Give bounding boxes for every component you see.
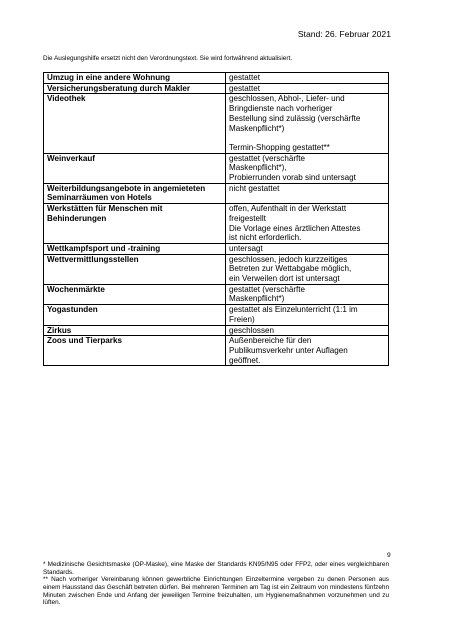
table-row	[44, 254, 389, 284]
row-status: gestattet	[226, 83, 389, 94]
row-status: gestattet (verschärfte Maskenpflicht*), Probierrunden vorab sind untersagt	[226, 153, 389, 183]
table-row	[44, 183, 389, 203]
row-topic: Weinverkauf	[44, 153, 226, 183]
row-topic: Versicherungsberatung durch Makler	[44, 83, 226, 94]
footnotes	[43, 561, 389, 607]
regulations-table-body	[44, 73, 389, 366]
row-topic: Werkstätten für Menschen mit Behinderungen	[44, 204, 226, 244]
footnote-appointment: ** Nach vorheriger Vereinbarung können gewerbliche Einrichtungen Einzeltermine vergeben zu denen Personen aus einem Hausstand das Geschäft betreten dürfen. Bei mehreren Terminen am Tag ist ein Zeitraum von mindestens fünfzehn Minuten zwischen Ende und Anfang der jeweiligen Termine freizuhalten, um Hygienemaßnahmen vorzunehmen und zu lüften.	[43, 576, 389, 607]
row-topic: Zirkus	[44, 325, 226, 336]
row-topic: Zoos und Tierparks	[44, 336, 226, 366]
table-row	[44, 94, 389, 153]
row-topic: Wettvermittlungsstellen	[44, 254, 226, 284]
row-status: Außenbereiche für den Publikumsverkehr unter Auflagen geöffnet.	[226, 336, 389, 366]
table-row	[44, 305, 389, 325]
row-topic: Videothek	[44, 94, 226, 153]
table-row	[44, 325, 389, 336]
disclaimer-text: Die Auslegungshilfe ersetzt nicht den Verordnungstext. Sie wird fortwährend aktualisiert.	[43, 55, 293, 62]
row-topic: Wochenmärkte	[44, 284, 226, 304]
row-status: geschlossen, Abhol-, Liefer- und Bringdienste nach vorheriger Bestellung sind zulässig (verschärfte Maskenpflicht*) Termin-Shopping gestattet**	[226, 94, 389, 153]
page-number: 9	[387, 552, 391, 559]
row-topic: Umzug in eine andere Wohnung	[44, 73, 226, 84]
table-row	[44, 284, 389, 304]
row-status: offen, Aufenthalt in der Werkstatt freigestellt Die Vorlage eines ärztlichen Attestes ist nicht erforderlich.	[226, 204, 389, 244]
row-topic: Wettkampfsport und -training	[44, 243, 226, 254]
table-row	[44, 83, 389, 94]
row-topic: Weiterbildungsangebote in angemieteten Seminarräumen von Hotels	[44, 183, 226, 203]
row-status: geschlossen	[226, 325, 389, 336]
table-row	[44, 73, 389, 84]
row-status: gestattet als Einzelunterricht (1:1 im Freien)	[226, 305, 389, 325]
table-row	[44, 243, 389, 254]
regulations-table	[43, 72, 389, 366]
date-stamp: Stand: 26. Februar 2021	[297, 29, 391, 39]
row-topic: Yogastunden	[44, 305, 226, 325]
table-row	[44, 336, 389, 366]
row-status: untersagt	[226, 243, 389, 254]
footnote-mask: * Medizinische Gesichtsmaske (OP-Maske), eine Maske der Standards KN95/N95 oder FFP2, oder eines vergleichbaren Standards.	[43, 561, 389, 576]
row-status: nicht gestattet	[226, 183, 389, 203]
row-status: gestattet	[226, 73, 389, 84]
table-row	[44, 153, 389, 183]
row-status: gestattet (verschärfte Maskenpflicht*)	[226, 284, 389, 304]
row-status: geschlossen, jedoch kurzzeitiges Betreten zur Wettabgabe möglich, ein Verweilen dort ist untersagt	[226, 254, 389, 284]
table-row	[44, 204, 389, 244]
